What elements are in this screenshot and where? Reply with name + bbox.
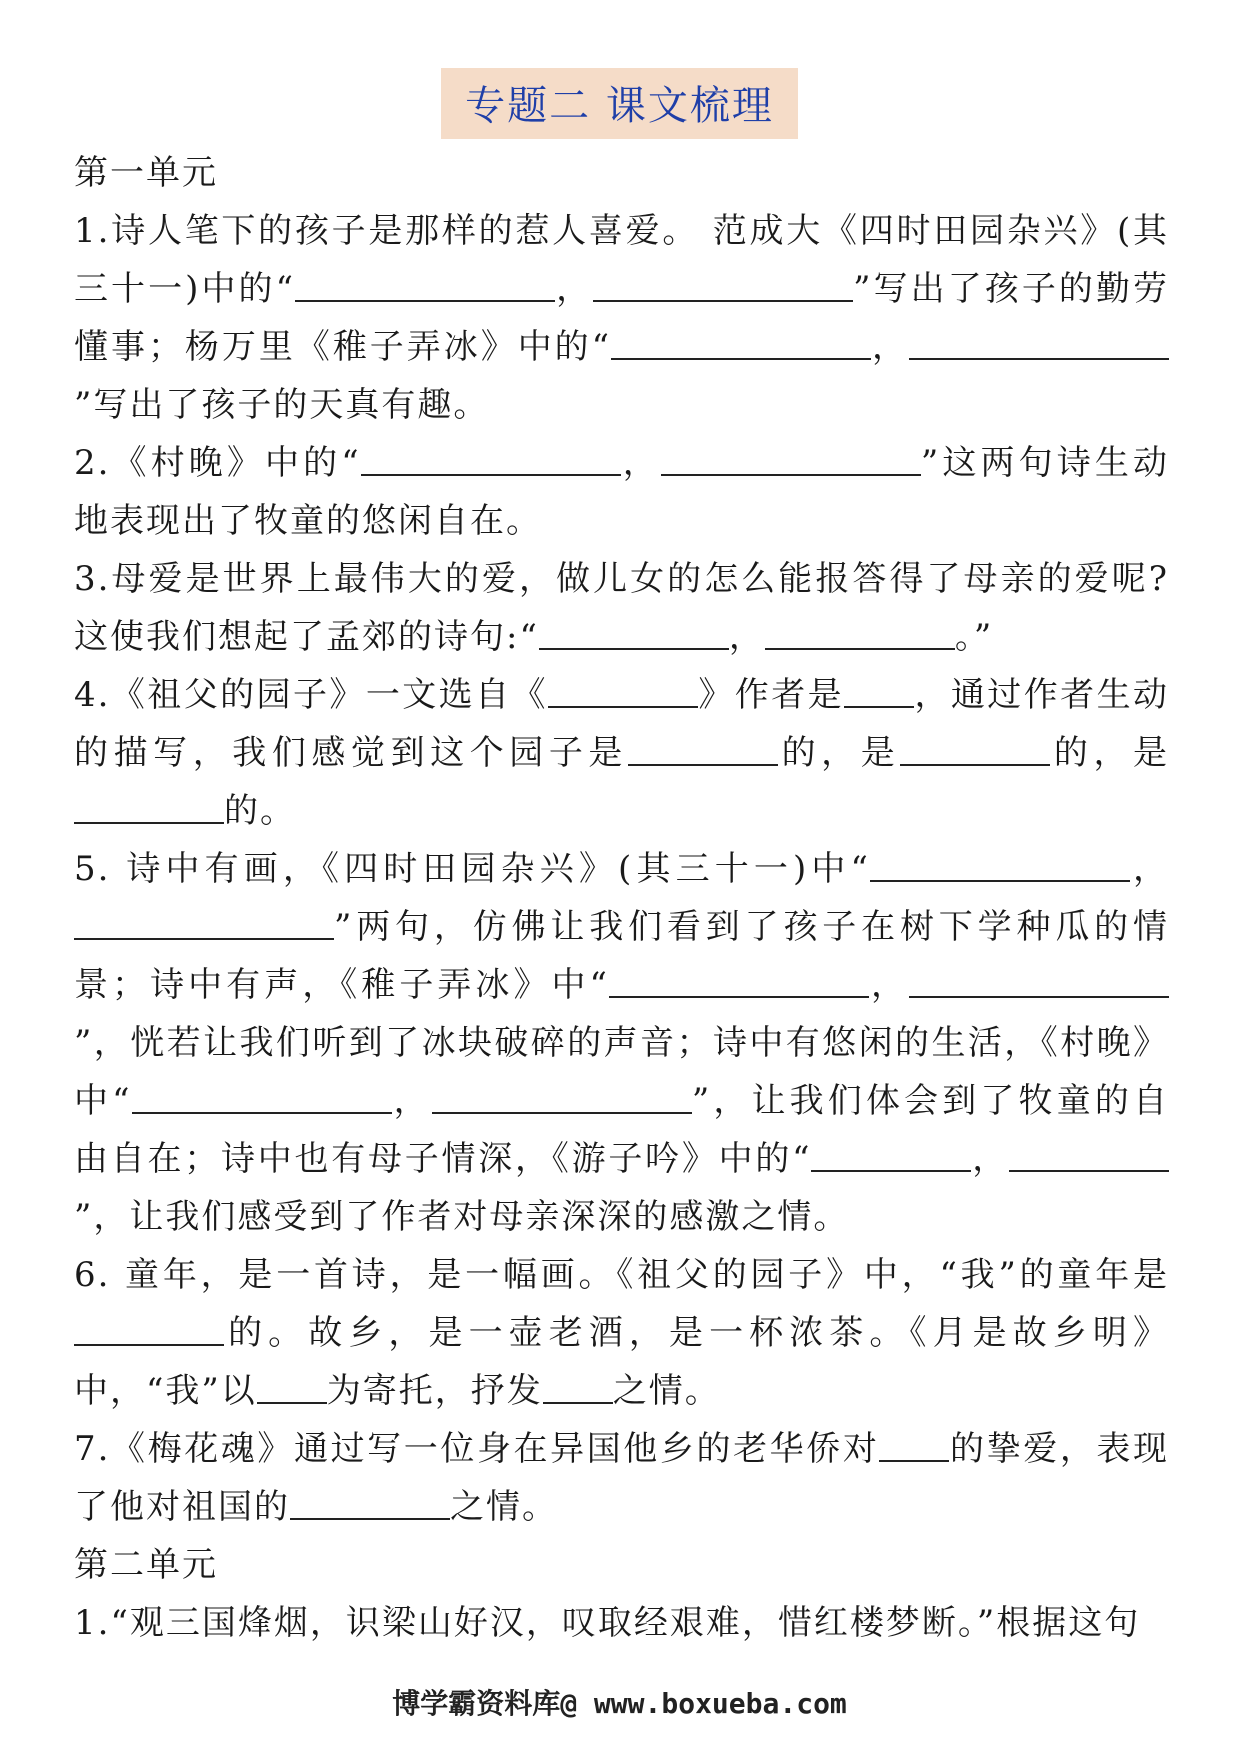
answer-blank[interactable] xyxy=(295,266,555,302)
text-segment: ”这两句诗生动地表现出了牧童的悠闲自在。 xyxy=(74,443,1170,541)
text-segment: 的挚爱，表现了他对祖国的 xyxy=(74,1429,1169,1527)
text-segment: 为寄托，抒发 xyxy=(326,1371,543,1411)
answer-blank[interactable] xyxy=(609,962,869,998)
text-segment: ， xyxy=(868,965,909,1005)
text-segment: 3.母爱是世界上最伟大的爱，做儿女的怎么能报答得了母亲的爱呢?这使我们想起了孟郊的诗句:“ xyxy=(74,559,1169,657)
answer-blank[interactable] xyxy=(879,1426,949,1462)
text-segment: 的。故乡，是一壶老酒，是一杯浓茶。《月是故乡明》中，“我”以 xyxy=(74,1313,1169,1411)
text-segment: 的。 xyxy=(224,791,296,831)
answer-blank[interactable] xyxy=(548,672,698,708)
question-4 xyxy=(74,666,1169,840)
answer-blank[interactable] xyxy=(74,788,224,824)
text-segment: ”，让我们感受到了作者对母亲深深的感激之情。 xyxy=(74,1197,850,1237)
answer-blank[interactable] xyxy=(870,846,1130,882)
text-segment: ， xyxy=(728,617,765,657)
text-segment: 之情。 xyxy=(612,1371,721,1411)
question-6 xyxy=(74,1246,1169,1420)
text-segment: 7.《梅花魂》通过写一位身在异国他乡的老华侨对 xyxy=(74,1429,880,1469)
question-3 xyxy=(74,550,1169,666)
answer-blank[interactable] xyxy=(611,324,871,360)
text-segment: 4.《祖父的园子》一文选自《 xyxy=(74,675,548,715)
text-segment: 。” xyxy=(954,617,994,657)
answer-blank[interactable] xyxy=(432,1078,692,1114)
answer-blank[interactable] xyxy=(661,440,921,476)
text-segment: ，通过作者生动的描写，我们感觉到这个园子是 xyxy=(74,675,1169,773)
text-segment: ， xyxy=(971,1139,1009,1179)
answer-blank[interactable] xyxy=(290,1484,450,1520)
document-body xyxy=(74,144,1169,1652)
answer-blank[interactable] xyxy=(74,904,334,940)
text-segment: ， xyxy=(555,269,594,309)
text-segment: ”两句，仿佛让我们看到了孩子在树下学种瓜的情景；诗中有声，《稚子弄冰》中“ xyxy=(74,907,1169,1005)
text-segment: ， xyxy=(871,327,909,367)
answer-blank[interactable] xyxy=(539,614,729,650)
answer-blank[interactable] xyxy=(257,1368,327,1404)
text-segment: ”，恍若让我们听到了冰块破碎的声音；诗中有悠闲的生活，《村晚》中“ xyxy=(74,1023,1169,1121)
answer-blank[interactable] xyxy=(765,614,955,650)
question-5 xyxy=(74,840,1169,1246)
text-segment: ， xyxy=(391,1081,432,1121)
text-segment: ， xyxy=(620,443,661,483)
footer-watermark: 博学霸资料库@ www.boxueba.com xyxy=(392,1687,847,1720)
title-wrap xyxy=(0,68,1239,139)
answer-blank[interactable] xyxy=(909,962,1169,998)
answer-blank[interactable] xyxy=(593,266,853,302)
question-1 xyxy=(74,202,1169,434)
text-segment: 》作者是 xyxy=(697,675,845,715)
text-segment: 1.“观三国烽烟，识梁山好汉，叹取经艰难，惜红楼梦断。”根据这句 xyxy=(74,1603,1141,1643)
text-segment: ”，让我们体会到了牧童的自由自在；诗中也有母子情深，《游子吟》中的“ xyxy=(74,1081,1169,1179)
text-segment: 之情。 xyxy=(450,1487,558,1527)
text-segment: ， xyxy=(1129,849,1169,889)
text-segment: 1.诗人笔下的孩子是那样的惹人喜爱。 范成大《四时田园杂兴》(其三十一)中的“ xyxy=(74,211,1169,309)
question-1-unit2 xyxy=(74,1594,1169,1652)
answer-blank[interactable] xyxy=(811,1136,971,1172)
answer-blank[interactable] xyxy=(909,324,1169,360)
unit-heading: 第一单元 xyxy=(74,153,218,193)
answer-blank[interactable] xyxy=(628,730,778,766)
unit-heading: 第二单元 xyxy=(74,1545,218,1585)
answer-blank[interactable] xyxy=(132,1078,392,1114)
text-segment: 6. 童年，是一首诗，是一幅画。《祖父的园子》中，“我”的童年是 xyxy=(74,1255,1169,1295)
text-segment: 2.《村晚》中的“ xyxy=(74,443,361,483)
answer-blank[interactable] xyxy=(844,672,914,708)
text-segment: 的，是 xyxy=(778,733,901,773)
text-segment: ”写出了孩子的天真有趣。 xyxy=(74,385,490,425)
text-segment: ”写出了孩子的勤劳懂事；杨万里《稚子弄冰》中的“ xyxy=(74,269,1169,367)
text-segment: 的，是 xyxy=(1050,733,1170,773)
page-title: 专题二 课文梳理 xyxy=(441,68,798,139)
question-2 xyxy=(74,434,1169,550)
answer-blank[interactable] xyxy=(900,730,1050,766)
text-segment: 5. 诗中有画，《四时田园杂兴》(其三十一)中“ xyxy=(74,849,870,889)
answer-blank[interactable] xyxy=(543,1368,613,1404)
answer-blank[interactable] xyxy=(74,1310,224,1346)
question-7 xyxy=(74,1420,1169,1536)
answer-blank[interactable] xyxy=(361,440,621,476)
answer-blank[interactable] xyxy=(1009,1136,1169,1172)
